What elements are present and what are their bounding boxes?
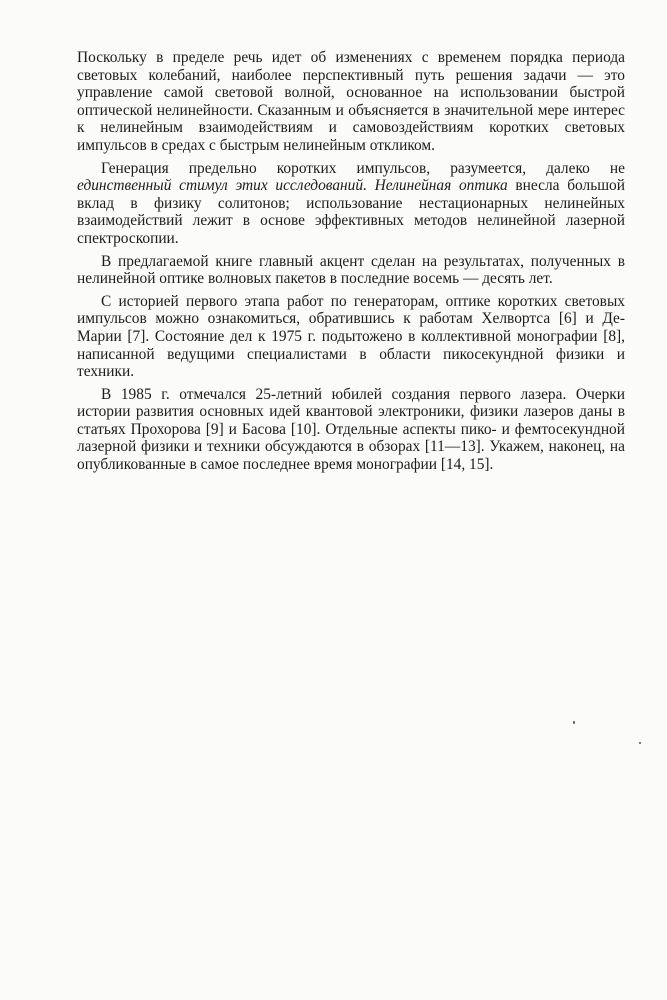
scan-speck-1 xyxy=(573,721,575,724)
paragraph-4 xyxy=(77,293,625,381)
scan-speck-2 xyxy=(639,742,641,744)
body-text xyxy=(77,49,625,479)
paragraph-3-text: В предлагаемой книге главный акцент сделан на результатах, полученных в нелинейной оптике волновых пакетов в последние восемь — десять лет. xyxy=(77,252,625,288)
paragraph-5 xyxy=(77,386,625,474)
paragraph-4-text: С историей первого этапа работ по генераторам, оптике коротких световых импульсов можно ознакомиться, обратившись к работам Хелвортса [6] и Де-Марии [7]. Состояние дел к 1975 г. подытожено в коллективной монографии [8], написанной ведущими специалистами в области пикосекундной физики и техники. xyxy=(77,292,625,381)
paragraph-2-text-a: Генерация предельно коротких импульсов, разумеется, далеко не xyxy=(101,159,625,177)
paragraph-2 xyxy=(77,160,625,248)
paragraph-5-text: В 1985 г. отмечался 25-летний юбилей создания первого лазера. Очерки истории развития основных идей квантовой электроники, физики лазеров даны в статьях Прохорова [9] и Басова [10]. Отдельные аспекты пико- и фемтосекундной лазерной физики и техники обсуждаются в обзорах [11—13]. Укажем, наконец, на опубликованные в самое последнее время монографии [14, 15]. xyxy=(77,385,625,474)
paragraph-1 xyxy=(77,49,625,155)
paragraph-3 xyxy=(77,253,625,288)
paragraph-2-italic-text: единственный стимул этих исследований. Нелинейная оптика xyxy=(77,177,508,195)
paragraph-2-text-b: внесла большой вклад в физику солитонов; использование нестационарных нелинейных взаимодействий лежит в основе эффективных методов нелинейной лазерной спектроскопии. xyxy=(77,177,625,247)
paragraph-1-text: Поскольку в пределе речь идет об изменениях с временем порядка периода световых колебаний, наиболее перспективный путь решения задачи — это управление самой световой волной, основанное на использовании быстрой оптической нелинейности. Сказанным и объясняется в значительной мере интерес к нелинейным взаимодействиям и самовоздействиям коротких световых импульсов в средах с быстрым нелинейным откликом. xyxy=(77,49,625,154)
